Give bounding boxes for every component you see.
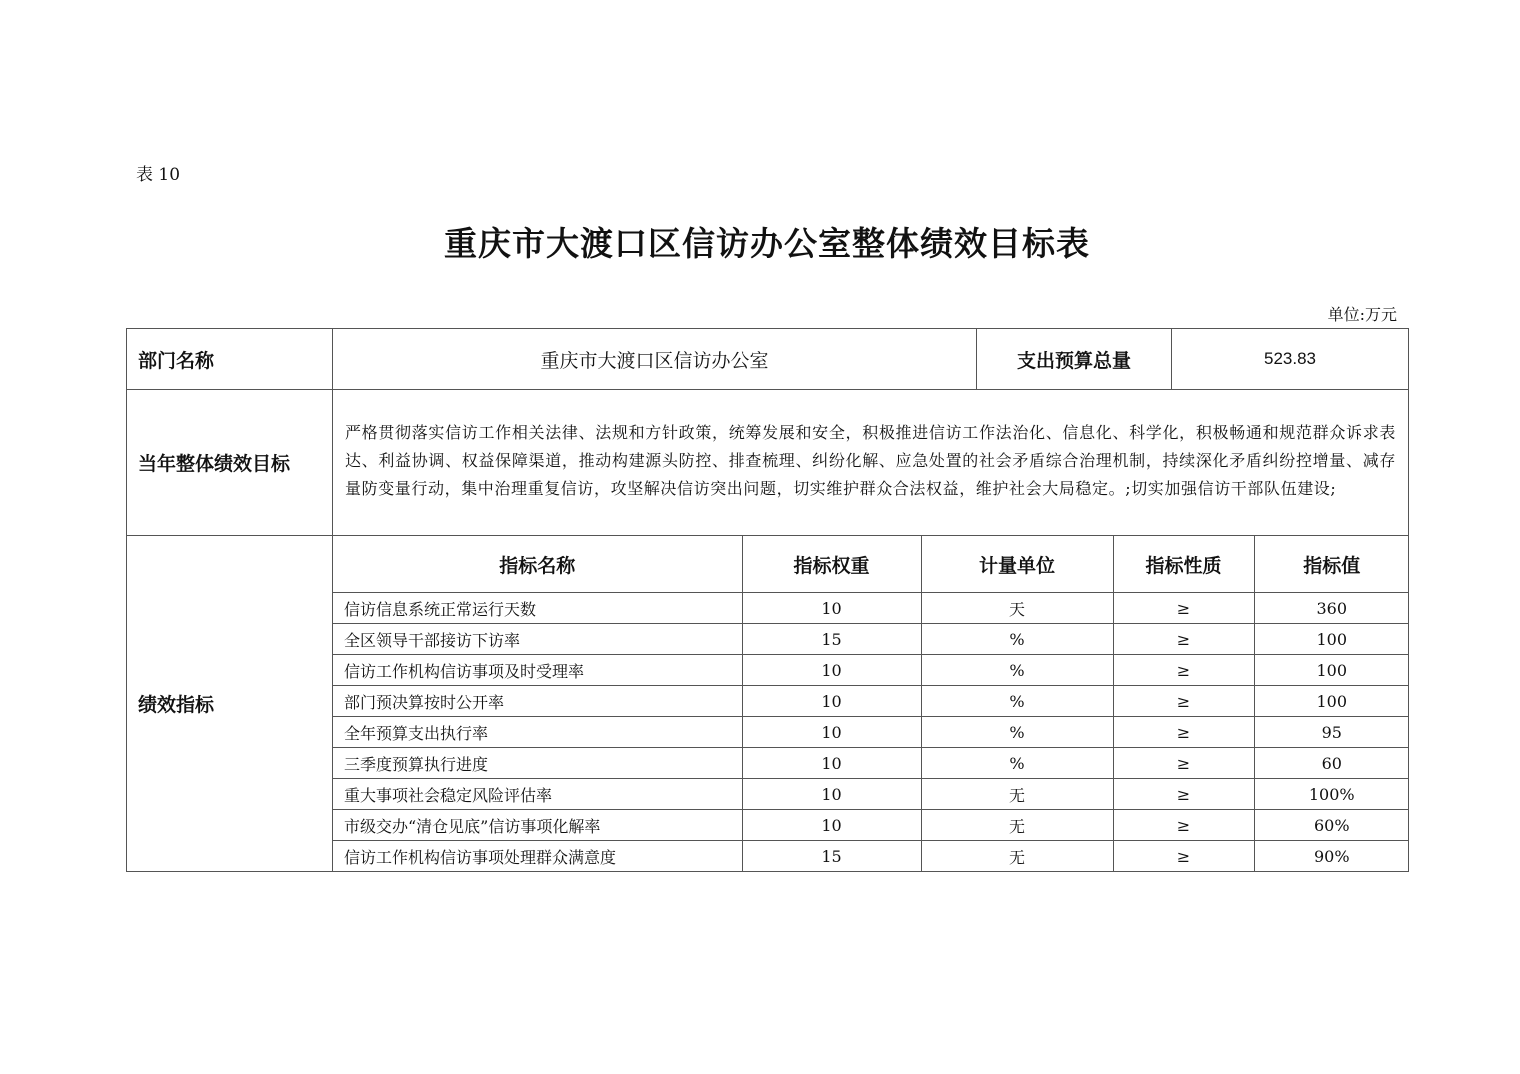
table-row	[333, 686, 1409, 717]
indicator-name: 三季度预算执行进度	[333, 748, 742, 779]
table-number: 表 10	[136, 165, 181, 185]
indicator-weight: 10	[742, 779, 921, 810]
header-weight: 指标权重	[742, 536, 921, 593]
indicator-unit: %	[921, 748, 1113, 779]
indicators-header	[333, 536, 1409, 593]
indicator-name: 全年预算支出执行率	[333, 717, 742, 748]
table-row	[333, 810, 1409, 841]
goal-text: 严格贯彻落实信访工作相关法律、法规和方针政策，统筹发展和安全，积极推进信访工作法治化、信息化、科学化，积极畅通和规范群众诉求表达、利益协调、权益保障渠道，推动构建源头防控、排查梳理、纠纷化解、应急处置的社会矛盾综合治理机制，持续深化矛盾纠纷控增量、减存量防变量行动，集中治理重复信访，攻坚解决信访突出问题，切实维护群众合法权益，维护社会大局稳定。;切实加强信访干部队伍建设;	[333, 390, 1409, 536]
indicator-name: 部门预决算按时公开率	[333, 686, 742, 717]
budget-value: 523.83	[1172, 329, 1409, 390]
table-row	[333, 655, 1409, 686]
indicator-weight: 10	[742, 810, 921, 841]
goal-label: 当年整体绩效目标	[127, 390, 333, 536]
indicator-value: 60%	[1254, 810, 1409, 841]
indicator-unit: %	[921, 655, 1113, 686]
indicator-name: 全区领导干部接访下访率	[333, 624, 742, 655]
header-nature: 指标性质	[1113, 536, 1254, 593]
indicator-weight: 10	[742, 686, 921, 717]
indicator-name: 信访工作机构信访事项处理群众满意度	[344, 847, 617, 867]
indicator-value: 100	[1254, 655, 1409, 686]
header-unit: 计量单位	[921, 536, 1113, 593]
budget-label: 支出预算总量	[977, 329, 1172, 390]
indicator-name: 市级交办“清仓见底”信访事项化解率	[333, 810, 742, 841]
dept-row	[127, 329, 1409, 390]
indicator-unit: 无	[921, 779, 1113, 810]
indicator-nature: ≥	[1113, 841, 1254, 872]
indicators-label: 绩效指标	[127, 536, 333, 872]
indicator-name: 信访工作机构信访事项及时受理率	[333, 655, 742, 686]
dept-label: 部门名称	[127, 329, 333, 390]
indicator-unit: %	[921, 717, 1113, 748]
indicator-nature: ≥	[1113, 655, 1254, 686]
indicator-nature: ≥	[1113, 593, 1254, 624]
indicator-value: 100	[1254, 624, 1409, 655]
table-row	[333, 593, 1409, 624]
indicator-value: 360	[1254, 593, 1409, 624]
table-row	[333, 779, 1409, 810]
indicator-unit: 无	[921, 841, 1113, 872]
header-name: 指标名称	[333, 536, 742, 593]
header-value: 指标值	[1254, 536, 1409, 593]
indicator-value: 60	[1254, 748, 1409, 779]
indicator-value: 100%	[1254, 779, 1409, 810]
indicator-weight: 15	[742, 841, 921, 872]
indicator-nature: ≥	[1113, 624, 1254, 655]
indicator-value: 95	[1254, 717, 1409, 748]
performance-table	[126, 328, 1409, 872]
indicators-table	[333, 536, 1409, 871]
indicator-unit: %	[921, 686, 1113, 717]
table-row	[333, 748, 1409, 779]
indicator-nature: ≥	[1113, 717, 1254, 748]
indicators-row	[127, 536, 1409, 872]
indicator-nature: ≥	[1113, 686, 1254, 717]
indicator-value: 100	[1254, 686, 1409, 717]
indicator-unit: %	[921, 624, 1113, 655]
indicator-name: 重大事项社会稳定风险评估率	[333, 779, 742, 810]
indicator-value: 90%	[1254, 841, 1409, 872]
indicator-unit: 天	[921, 593, 1113, 624]
indicator-nature: ≥	[1113, 779, 1254, 810]
indicator-nature: ≥	[1113, 810, 1254, 841]
page-title: 重庆市大渡口区信访办公室整体绩效目标表	[444, 224, 1090, 263]
goal-row	[127, 390, 1409, 536]
indicator-unit: 无	[921, 810, 1113, 841]
indicator-weight: 10	[742, 593, 921, 624]
indicator-weight: 10	[742, 748, 921, 779]
indicator-weight: 10	[742, 655, 921, 686]
indicators-cell	[333, 536, 1409, 872]
table-row	[333, 717, 1409, 748]
indicator-weight: 15	[742, 624, 921, 655]
unit-label: 单位:万元	[1327, 305, 1397, 324]
indicator-nature: ≥	[1113, 748, 1254, 779]
dept-value: 重庆市大渡口区信访办公室	[333, 329, 977, 390]
indicator-weight: 10	[742, 717, 921, 748]
table-row	[333, 624, 1409, 655]
table-row	[333, 841, 1409, 872]
indicator-name: 信访信息系统正常运行天数	[333, 593, 742, 624]
